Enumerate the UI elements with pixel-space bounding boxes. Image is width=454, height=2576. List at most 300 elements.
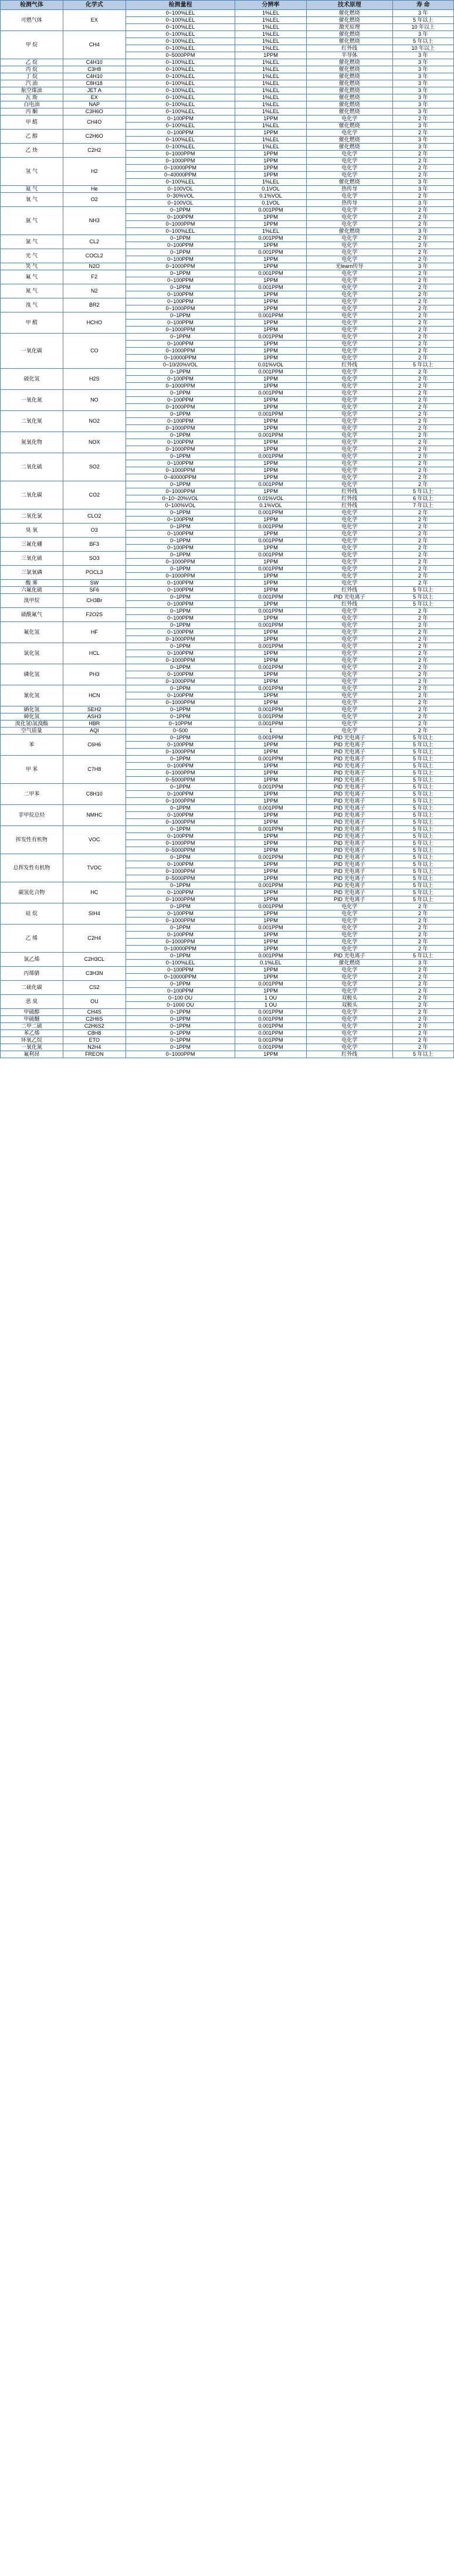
- gas-name-cell: 总挥发性有机物: [1, 854, 63, 882]
- lifetime-cell: 2 年: [392, 481, 453, 488]
- chemical-formula-cell: H2S: [63, 369, 126, 390]
- technology-cell: 电化学: [306, 636, 392, 643]
- lifetime-cell: 5 年以上: [392, 833, 453, 840]
- technology-cell: PID 光电离子: [306, 896, 392, 903]
- resolution-cell: 0.1%LEL: [235, 960, 307, 967]
- detection-range-cell: 0~500: [126, 728, 235, 735]
- technology-cell: PID 光电离子: [306, 826, 392, 833]
- resolution-cell: 1PPM: [235, 291, 307, 298]
- gas-name-cell: 笑 气: [1, 263, 63, 270]
- lifetime-cell: 2 年: [392, 545, 453, 552]
- detection-range-cell: 0~100PPM: [126, 130, 235, 137]
- technology-cell: 电化学: [306, 728, 392, 735]
- detection-range-cell: 0~100PPM: [126, 861, 235, 868]
- resolution-cell: 1PPM: [235, 671, 307, 678]
- detection-range-cell: 0~1000PPM: [126, 559, 235, 566]
- resolution-cell: 0.001PPM: [235, 784, 307, 791]
- table-row: [1, 524, 454, 531]
- detection-range-cell: 0~1000PPM: [126, 383, 235, 390]
- lifetime-cell: 2 年: [392, 713, 453, 721]
- resolution-cell: 1%LEL: [235, 94, 307, 101]
- table-row: [1, 953, 454, 960]
- lifetime-cell: 5 年以上: [392, 777, 453, 784]
- detection-range-cell: 0~100VOL: [126, 186, 235, 193]
- gas-name-cell: 丙烯腈: [1, 967, 63, 981]
- chemical-formula-cell: POCL3: [63, 566, 126, 580]
- detection-range-cell: 0~1000PPM: [126, 348, 235, 355]
- chemical-formula-cell: NH3: [63, 207, 126, 235]
- resolution-cell: 1PPM: [235, 868, 307, 875]
- resolution-cell: 1%LEL: [235, 24, 307, 31]
- lifetime-cell: 2 年: [392, 453, 453, 460]
- resolution-cell: 0.001PPM: [235, 249, 307, 256]
- detection-range-cell: 0~100%LEL: [126, 144, 235, 151]
- resolution-cell: 0.001PPM: [235, 854, 307, 861]
- resolution-cell: 0.001PPM: [235, 207, 307, 214]
- lifetime-cell: 3 年: [392, 101, 453, 108]
- lifetime-cell: 2 年: [392, 664, 453, 671]
- lifetime-cell: 5 年以上: [392, 854, 453, 861]
- detection-range-cell: 0~1PPM: [126, 594, 235, 601]
- resolution-cell: 0.001PPM: [235, 1037, 307, 1044]
- lifetime-cell: 5 年以上: [392, 953, 453, 960]
- technology-cell: PID 光电离子: [306, 840, 392, 847]
- detection-range-cell: 0~1PPM: [126, 735, 235, 742]
- detection-range-cell: 0~100PPM: [126, 763, 235, 770]
- table-row: [1, 59, 454, 66]
- lifetime-cell: 2 年: [392, 404, 453, 411]
- column-header-range: 检测量程: [126, 1, 235, 10]
- chemical-formula-cell: NOX: [63, 432, 126, 453]
- lifetime-cell: 2 年: [392, 910, 453, 917]
- lifetime-cell: 2 年: [392, 699, 453, 706]
- resolution-cell: 1%LEL: [235, 137, 307, 144]
- technology-cell: 电化学: [306, 573, 392, 580]
- technology-cell: PID 光电离子: [306, 847, 392, 854]
- resolution-cell: 1PPM: [235, 158, 307, 165]
- lifetime-cell: 2 年: [392, 988, 453, 995]
- resolution-cell: 0.1VOL: [235, 186, 307, 193]
- resolution-cell: 1PPM: [235, 531, 307, 538]
- chemical-formula-cell: SO3: [63, 552, 126, 566]
- detection-range-cell: 0~40000PPM: [126, 172, 235, 179]
- gas-name-cell: 硅 烷: [1, 903, 63, 925]
- detection-range-cell: 0~1000 OU: [126, 1002, 235, 1009]
- resolution-cell: 1PPM: [235, 172, 307, 179]
- lifetime-cell: 2 年: [392, 981, 453, 988]
- lifetime-cell: 2 年: [392, 383, 453, 390]
- table-row: [1, 728, 454, 735]
- detection-range-cell: 0~1PPM: [126, 608, 235, 615]
- resolution-cell: 0.001PPM: [235, 1044, 307, 1051]
- detection-range-cell: 0~100PPM: [126, 439, 235, 446]
- resolution-cell: 0.001PPM: [235, 453, 307, 460]
- table-row: [1, 706, 454, 713]
- resolution-cell: 1PPM: [235, 833, 307, 840]
- lifetime-cell: 2 年: [392, 671, 453, 678]
- detection-range-cell: 0~1PPM: [126, 1016, 235, 1023]
- detection-range-cell: 0~30%VOL: [126, 193, 235, 200]
- resolution-cell: 1PPM: [235, 650, 307, 657]
- lifetime-cell: 2 年: [392, 320, 453, 327]
- chemical-formula-cell: CO2: [63, 481, 126, 509]
- chemical-formula-cell: EX: [63, 10, 126, 31]
- technology-cell: PID 光电离子: [306, 798, 392, 805]
- detection-range-cell: 0~100%LEL: [126, 73, 235, 80]
- chemical-formula-cell: C2H6S2: [63, 1023, 126, 1030]
- technology-cell: PID 光电离子: [306, 777, 392, 784]
- gas-name-cell: 氨 气: [1, 207, 63, 235]
- resolution-cell: 1PPM: [235, 418, 307, 425]
- detection-range-cell: 0~100PPM: [126, 320, 235, 327]
- lifetime-cell: 5 年以上: [392, 882, 453, 889]
- table-row: [1, 249, 454, 256]
- technology-cell: PID 光电离子: [306, 882, 392, 889]
- lifetime-cell: 10 年以上: [392, 45, 453, 52]
- gas-name-cell: 六氟化硫: [1, 587, 63, 594]
- resolution-cell: 1PPM: [235, 256, 307, 263]
- table-row: [1, 1044, 454, 1051]
- resolution-cell: 1PPM: [235, 763, 307, 770]
- technology-cell: 电化学: [306, 629, 392, 636]
- technology-cell: 红外线: [306, 45, 392, 52]
- technology-cell: 电化学: [306, 932, 392, 939]
- technology-cell: 催化燃烧: [306, 94, 392, 101]
- resolution-cell: 1PPM: [235, 812, 307, 819]
- detection-range-cell: 0~1000PPM: [126, 151, 235, 158]
- chemical-formula-cell: O3: [63, 524, 126, 538]
- table-row: [1, 432, 454, 439]
- lifetime-cell: 2 年: [392, 432, 453, 439]
- lifetime-cell: 2 年: [392, 411, 453, 418]
- gas-name-cell: 砷化氢: [1, 713, 63, 721]
- gas-name-cell: 硒化氢: [1, 706, 63, 713]
- chemical-formula-cell: C3H8: [63, 66, 126, 73]
- detection-range-cell: 0~5000PPM: [126, 52, 235, 59]
- detection-range-cell: 0~100PPM: [126, 889, 235, 896]
- detection-range-cell: 0~5000PPM: [126, 777, 235, 784]
- technology-cell: PID 光电离子: [306, 861, 392, 868]
- technology-cell: 电化学: [306, 615, 392, 622]
- gas-name-cell: 溴甲烷: [1, 594, 63, 608]
- resolution-cell: 1%LEL: [235, 80, 307, 87]
- lifetime-cell: 3 年: [392, 960, 453, 967]
- lifetime-cell: 2 年: [392, 1002, 453, 1009]
- detection-range-cell: 0~1000PPM: [126, 840, 235, 847]
- table-row: [1, 981, 454, 988]
- technology-cell: 电化学: [306, 721, 392, 728]
- technology-cell: 电化学: [306, 256, 392, 263]
- table-row: [1, 805, 454, 812]
- table-row: [1, 411, 454, 418]
- table-row: [1, 334, 454, 341]
- chemical-formula-cell: EX: [63, 94, 126, 101]
- technology-cell: 红外线: [306, 495, 392, 502]
- detection-range-cell: 0~1000PPM: [126, 573, 235, 580]
- technology-cell: 红外线: [306, 488, 392, 495]
- technology-cell: 催化燃烧: [306, 10, 392, 17]
- chemical-formula-cell: JET A: [63, 87, 126, 94]
- lifetime-cell: 5 年以上: [392, 791, 453, 798]
- lifetime-cell: 2 年: [392, 376, 453, 383]
- technology-cell: 催化燃烧: [306, 38, 392, 45]
- chemical-formula-cell: C3H6O: [63, 108, 126, 115]
- chemical-formula-cell: BR2: [63, 298, 126, 312]
- technology-cell: 电化学: [306, 467, 392, 474]
- resolution-cell: 0.001PPM: [235, 721, 307, 728]
- detection-range-cell: 0~1000PPM: [126, 657, 235, 664]
- detection-range-cell: 0~100%LEL: [126, 108, 235, 115]
- technology-cell: PID 光电离子: [306, 594, 392, 601]
- lifetime-cell: 2 年: [392, 946, 453, 953]
- technology-cell: 电化学: [306, 446, 392, 453]
- gas-name-cell: 一氧化碳: [1, 334, 63, 369]
- table-row: [1, 594, 454, 601]
- resolution-cell: 1PPM: [235, 376, 307, 383]
- table-row: [1, 312, 454, 320]
- technology-cell: 电化学: [306, 291, 392, 298]
- technology-cell: PID 光电离子: [306, 784, 392, 791]
- lifetime-cell: 2 年: [392, 650, 453, 657]
- resolution-cell: 0.001PPM: [235, 643, 307, 650]
- table-row: [1, 713, 454, 721]
- resolution-cell: 1PPM: [235, 446, 307, 453]
- gas-name-cell: 甲硫醇: [1, 1009, 63, 1016]
- lifetime-cell: 2 年: [392, 657, 453, 664]
- technology-cell: 电化学: [306, 559, 392, 566]
- resolution-cell: 0.001PPM: [235, 1030, 307, 1037]
- lifetime-cell: 2 年: [392, 270, 453, 277]
- lifetime-cell: 2 年: [392, 341, 453, 348]
- lifetime-cell: 2 年: [392, 643, 453, 650]
- detection-range-cell: 0~1000PPM: [126, 896, 235, 903]
- table-row: [1, 643, 454, 650]
- chemical-formula-cell: C3H3N: [63, 967, 126, 981]
- detection-range-cell: 0~10000PPM: [126, 974, 235, 981]
- resolution-cell: 0.001PPM: [235, 235, 307, 242]
- table-row: [1, 580, 454, 587]
- resolution-cell: 1PPM: [235, 974, 307, 981]
- detection-range-cell: 0~100PPM: [126, 242, 235, 249]
- lifetime-cell: 7 年以上: [392, 502, 453, 509]
- detection-range-cell: 0~100%LEL: [126, 179, 235, 186]
- technology-cell: 双极头: [306, 1002, 392, 1009]
- technology-cell: 热传导: [306, 186, 392, 193]
- detection-range-cell: 0~100PPM: [126, 601, 235, 608]
- detection-range-cell: 0~100VOL: [126, 200, 235, 207]
- resolution-cell: 1PPM: [235, 397, 307, 404]
- resolution-cell: 1PPM: [235, 516, 307, 524]
- lifetime-cell: 2 年: [392, 284, 453, 291]
- lifetime-cell: 6 年以上: [392, 495, 453, 502]
- resolution-cell: 1PPM: [235, 629, 307, 636]
- technology-cell: 电化学: [306, 369, 392, 376]
- resolution-cell: 1PPM: [235, 840, 307, 847]
- chemical-formula-cell: SW: [63, 580, 126, 587]
- technology-cell: 电化学: [306, 425, 392, 432]
- resolution-cell: 1PPM: [235, 320, 307, 327]
- table-row: [1, 1023, 454, 1030]
- resolution-cell: 0.01%VOL: [235, 362, 307, 369]
- resolution-cell: 1PPM: [235, 425, 307, 432]
- detection-range-cell: 0~100%VOL: [126, 502, 235, 509]
- resolution-cell: 0.001PPM: [235, 284, 307, 291]
- lifetime-cell: 2 年: [392, 692, 453, 699]
- lifetime-cell: 2 年: [392, 531, 453, 538]
- chemical-formula-cell: C2H6O: [63, 130, 126, 144]
- chemical-formula-cell: N2: [63, 284, 126, 298]
- chemical-formula-cell: C4H10: [63, 59, 126, 66]
- detection-range-cell: 0~1PPM: [126, 481, 235, 488]
- resolution-cell: 1 OU: [235, 1002, 307, 1009]
- gas-name-cell: 二硫化碳: [1, 981, 63, 995]
- technology-cell: PID 光电离子: [306, 749, 392, 756]
- gas-name-cell: 苯乙烯: [1, 1030, 63, 1037]
- detection-range-cell: 0~1PPM: [126, 453, 235, 460]
- technology-cell: 电化学: [306, 193, 392, 200]
- technology-cell: 催化燃烧: [306, 101, 392, 108]
- resolution-cell: 0.001PPM: [235, 369, 307, 376]
- chemical-formula-cell: O2: [63, 193, 126, 207]
- chemical-formula-cell: BF3: [63, 538, 126, 552]
- lifetime-cell: 2 年: [392, 474, 453, 481]
- gas-name-cell: 航空煤油: [1, 87, 63, 94]
- detection-range-cell: 0~1PPM: [126, 249, 235, 256]
- chemical-formula-cell: SIH4: [63, 903, 126, 925]
- detection-range-cell: 0~1PPM: [126, 706, 235, 713]
- resolution-cell: 1PPM: [235, 875, 307, 882]
- gas-name-cell: 一氧化氮: [1, 390, 63, 411]
- chemical-formula-cell: C2H6S: [63, 1016, 126, 1023]
- lifetime-cell: 2 年: [392, 249, 453, 256]
- detection-range-cell: 0~100PPM: [126, 650, 235, 657]
- resolution-cell: 1%LEL: [235, 10, 307, 17]
- resolution-cell: 1PPM: [235, 847, 307, 854]
- resolution-cell: 0.001PPM: [235, 509, 307, 516]
- technology-cell: 热传导: [306, 200, 392, 207]
- technology-cell: 电化学: [306, 903, 392, 910]
- technology-cell: 电化学: [306, 974, 392, 981]
- resolution-cell: 1PPM: [235, 242, 307, 249]
- detection-range-cell: 0~1000PPM: [126, 263, 235, 270]
- resolution-cell: 0.001PPM: [235, 756, 307, 763]
- technology-cell: 电化学: [306, 538, 392, 545]
- resolution-cell: 1PPM: [235, 896, 307, 903]
- resolution-cell: 1PPM: [235, 910, 307, 917]
- detection-range-cell: 0~1PPM: [126, 552, 235, 559]
- resolution-cell: 0.001PPM: [235, 1023, 307, 1030]
- resolution-cell: 1PPM: [235, 601, 307, 608]
- lifetime-cell: 2 年: [392, 721, 453, 728]
- technology-cell: 电化学: [306, 566, 392, 573]
- technology-cell: 激光原理: [306, 24, 392, 31]
- chemical-formula-cell: C6H6: [63, 735, 126, 756]
- table-row: [1, 826, 454, 833]
- chemical-formula-cell: OU: [63, 995, 126, 1009]
- technology-cell: 电化学: [306, 685, 392, 692]
- detection-range-cell: 0~5000PPM: [126, 847, 235, 854]
- lifetime-cell: 3 年: [392, 10, 453, 17]
- resolution-cell: 0.001PPM: [235, 552, 307, 559]
- lifetime-cell: 2 年: [392, 552, 453, 559]
- technology-cell: 电化学: [306, 967, 392, 974]
- lifetime-cell: 5 年以上: [392, 784, 453, 791]
- lifetime-cell: 2 年: [392, 1044, 453, 1051]
- column-header-resolution: 分辨率: [235, 1, 307, 10]
- resolution-cell: 0.1VOL: [235, 200, 307, 207]
- gas-name-cell: 臭 氧: [1, 524, 63, 538]
- technology-cell: PID 光电离子: [306, 953, 392, 960]
- resolution-cell: 0.001PPM: [235, 411, 307, 418]
- detection-range-cell: 0~1PPM: [126, 805, 235, 812]
- technology-cell: 电化学: [306, 270, 392, 277]
- gas-name-cell: 丁 烷: [1, 73, 63, 80]
- technology-cell: 催化燃烧: [306, 960, 392, 967]
- technology-cell: 电化学: [306, 305, 392, 312]
- lifetime-cell: 2 年: [392, 974, 453, 981]
- detection-range-cell: 0~1PPM: [126, 685, 235, 692]
- technology-cell: 电化学: [306, 165, 392, 172]
- detection-range-cell: 0~100PPM: [126, 587, 235, 594]
- resolution-cell: 1PPM: [235, 52, 307, 59]
- gas-name-cell: 空气质量: [1, 728, 63, 735]
- technology-cell: 电化学: [306, 692, 392, 699]
- detection-range-cell: 0~100PPM: [126, 531, 235, 538]
- lifetime-cell: 2 年: [392, 130, 453, 137]
- resolution-cell: 0.001PPM: [235, 953, 307, 960]
- resolution-cell: 0.001PPM: [235, 538, 307, 545]
- lifetime-cell: 2 年: [392, 678, 453, 685]
- chemical-formula-cell: CH4O: [63, 115, 126, 130]
- technology-cell: 电化学: [306, 418, 392, 425]
- lifetime-cell: 5 年以上: [392, 889, 453, 896]
- chemical-formula-cell: HF: [63, 622, 126, 643]
- resolution-cell: 0.1%VOL: [235, 502, 307, 509]
- resolution-cell: 1%LEL: [235, 31, 307, 38]
- resolution-cell: 1PPM: [235, 545, 307, 552]
- detection-range-cell: 0~1PPM: [126, 756, 235, 763]
- detection-range-cell: 0~1PPM: [126, 369, 235, 376]
- gas-name-cell: 氮氧化物: [1, 432, 63, 453]
- lifetime-cell: 2 年: [392, 467, 453, 474]
- gas-detection-table: [0, 0, 454, 1058]
- lifetime-cell: 5 年以上: [392, 812, 453, 819]
- resolution-cell: 1PPM: [235, 221, 307, 228]
- table-row: [1, 1051, 454, 1058]
- lifetime-cell: 2 年: [392, 439, 453, 446]
- resolution-cell: 1%LEL: [235, 59, 307, 66]
- technology-cell: 催化燃烧: [306, 31, 392, 38]
- resolution-cell: 0.001PPM: [235, 481, 307, 488]
- resolution-cell: 1%LEL: [235, 87, 307, 94]
- detection-range-cell: 0~1000PPM: [126, 488, 235, 495]
- technology-cell: PID 光电离子: [306, 875, 392, 882]
- resolution-cell: 1PPM: [235, 355, 307, 362]
- table-row: [1, 207, 454, 214]
- detection-range-cell: 0~100PPM: [126, 988, 235, 995]
- lifetime-cell: 3 年: [392, 73, 453, 80]
- table-row: [1, 622, 454, 629]
- detection-range-cell: 0~1PPM: [126, 235, 235, 242]
- detection-range-cell: 0~1PPM: [126, 1023, 235, 1030]
- technology-cell: 电化学: [306, 439, 392, 446]
- resolution-cell: 1PPM: [235, 615, 307, 622]
- resolution-cell: 1PPM: [235, 115, 307, 123]
- lifetime-cell: 5 年以上: [392, 875, 453, 882]
- lifetime-cell: 5 年以上: [392, 861, 453, 868]
- technology-cell: 半导体: [306, 52, 392, 59]
- chemical-formula-cell: C2H3CL: [63, 953, 126, 967]
